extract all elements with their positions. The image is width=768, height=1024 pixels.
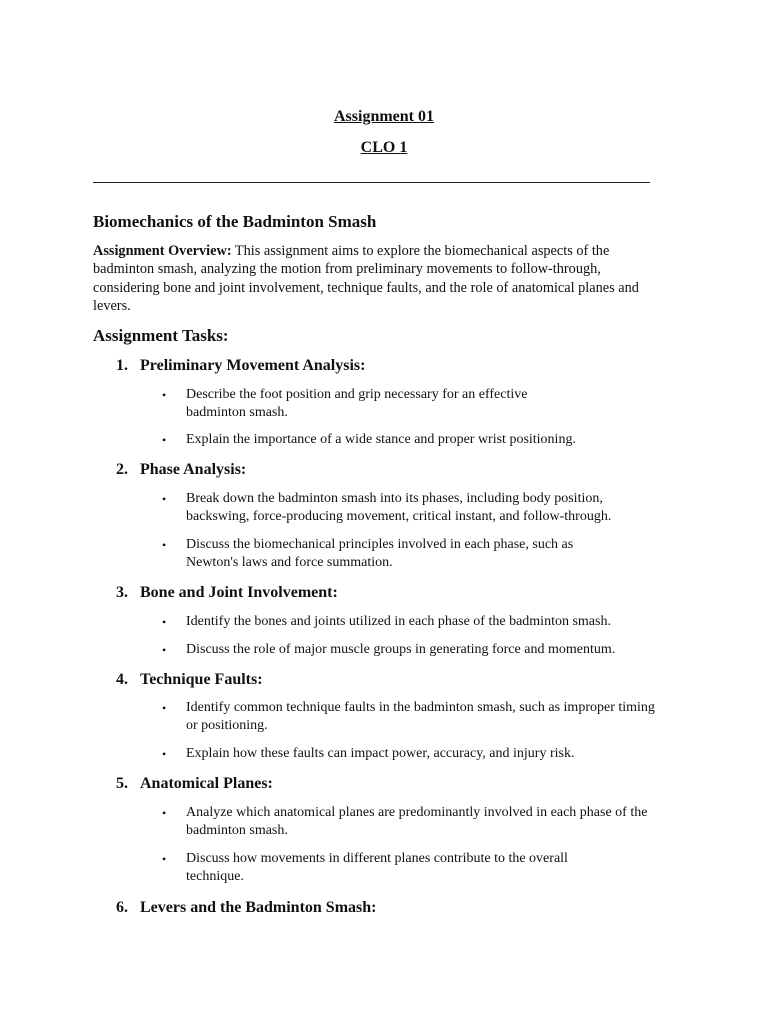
assignment-title: Assignment 01 xyxy=(333,108,434,125)
task-number: 5. xyxy=(116,775,128,792)
task-bullet xyxy=(162,850,582,886)
bullet-marker: • xyxy=(162,701,167,715)
overview-label: Assignment Overview: xyxy=(93,243,232,259)
task-label: Anatomical Planes: xyxy=(140,775,273,792)
bullet-marker: • xyxy=(162,538,167,552)
bullet-marker: • xyxy=(162,806,167,820)
bullet-text: Identify common technique faults in the badminton smash, such as improper timing or positioning. xyxy=(186,700,655,733)
bullet-marker: • xyxy=(162,433,167,447)
task-bullet xyxy=(162,613,662,631)
bullet-text: Describe the foot position and grip necessary for an effective badminton smash. xyxy=(186,387,528,420)
bullet-marker: • xyxy=(162,852,167,866)
document-heading: Biomechanics of the Badminton Smash xyxy=(93,212,377,231)
task-label: Bone and Joint Involvement: xyxy=(140,584,338,601)
horizontal-divider xyxy=(93,182,650,183)
task-bullet xyxy=(162,745,662,763)
task-label: Phase Analysis: xyxy=(140,461,247,478)
task-heading-5 xyxy=(116,775,273,793)
bullet-text: Break down the badminton smash into its phases, including body position, backswing, force-producing movement, critical instant, and follow-through. xyxy=(186,491,612,524)
task-heading-1 xyxy=(116,357,365,375)
task-label: Preliminary Movement Analysis: xyxy=(140,357,366,374)
bullet-text: Analyze which anatomical planes are predominantly involved in each phase of the badminton smash. xyxy=(186,805,648,838)
task-bullet xyxy=(162,699,662,735)
task-number: 3. xyxy=(116,584,128,601)
overview-text: This assignment aims to explore the biomechanical aspects of the badminton smash, analyzing the motion from preliminary movements to follow-through, considering bone and joint involvement, technique faults, and the role of anatomical planes and levers. xyxy=(93,243,639,314)
task-label: Levers and the Badminton Smash: xyxy=(140,899,377,916)
overview-paragraph xyxy=(93,242,663,315)
bullet-marker: • xyxy=(162,747,167,761)
task-bullet xyxy=(162,490,662,526)
task-heading-6 xyxy=(116,899,376,917)
task-label: Technique Faults: xyxy=(140,671,263,688)
bullet-text: Discuss how movements in different planes contribute to the overall technique. xyxy=(186,851,568,884)
task-bullet xyxy=(162,536,602,572)
bullet-text: Discuss the biomechanical principles involved in each phase, such as Newton's laws and force summation. xyxy=(186,537,574,570)
tasks-heading: Assignment Tasks: xyxy=(93,326,229,345)
task-bullet xyxy=(162,386,572,422)
task-heading-2 xyxy=(116,461,246,479)
bullet-marker: • xyxy=(162,492,167,506)
clo-title: CLO 1 xyxy=(360,139,408,156)
task-bullet xyxy=(162,804,662,840)
bullet-text: Discuss the role of major muscle groups in generating force and momentum. xyxy=(186,642,616,657)
bullet-text: Explain the importance of a wide stance and proper wrist positioning. xyxy=(186,432,576,447)
bullet-marker: • xyxy=(162,643,167,657)
task-heading-3 xyxy=(116,584,338,602)
bullet-marker: • xyxy=(162,388,167,402)
task-number: 1. xyxy=(116,357,128,374)
task-heading-4 xyxy=(116,671,263,689)
bullet-text: Identify the bones and joints utilized in each phase of the badminton smash. xyxy=(186,614,611,629)
task-number: 2. xyxy=(116,461,128,478)
task-bullet xyxy=(162,641,662,659)
bullet-marker: • xyxy=(162,615,167,629)
bullet-text: Explain how these faults can impact power, accuracy, and injury risk. xyxy=(186,746,575,761)
task-number: 4. xyxy=(116,671,128,688)
task-bullet xyxy=(162,431,662,449)
task-number: 6. xyxy=(116,899,128,916)
